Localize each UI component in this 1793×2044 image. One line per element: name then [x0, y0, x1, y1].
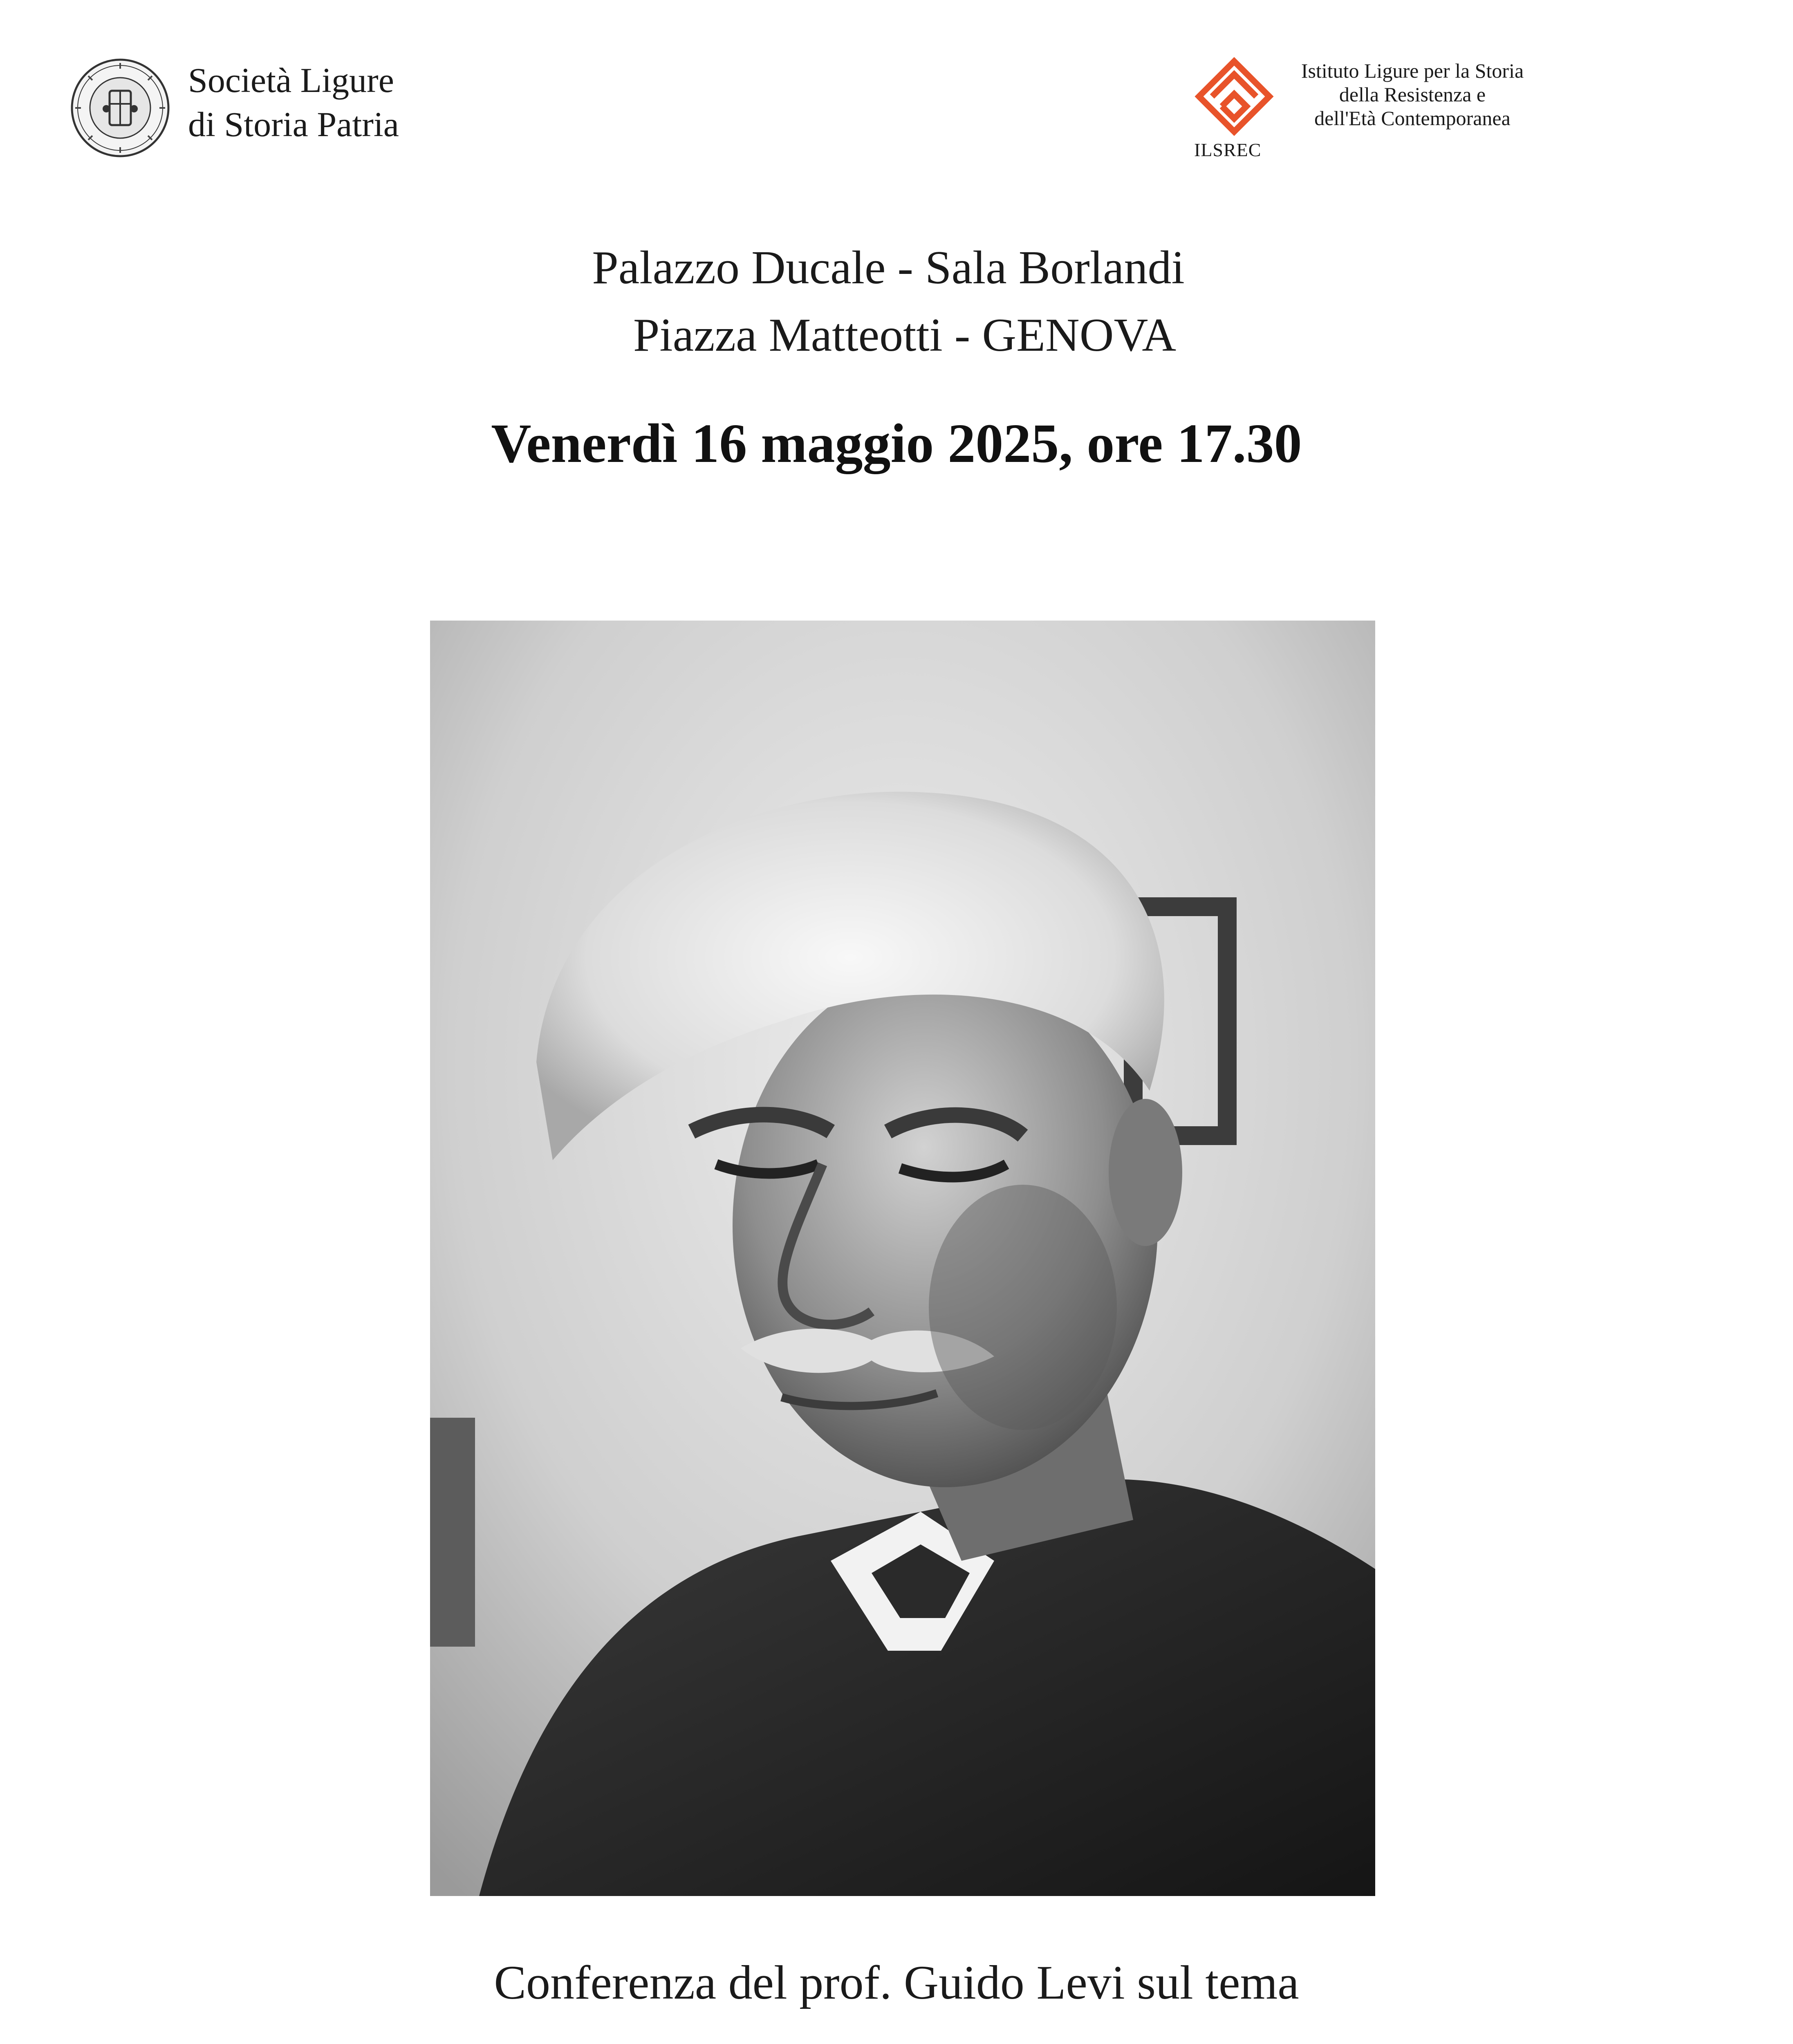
societa-name-line2: di Storia Patria [188, 105, 399, 144]
ilsrec-acronym: ILSREC [1194, 139, 1262, 160]
portrait-illustration [430, 621, 1375, 1896]
societa-seal-icon [70, 58, 170, 158]
event-date: Venerdì 16 maggio 2025, ore 17.30 [491, 413, 1302, 474]
ilsrec-name-line3: dell'Età Contemporanea [1314, 107, 1511, 130]
ilsrec-name-line1: Istituto Ligure per la Storia [1301, 59, 1524, 82]
ilsrec-mark-icon [1193, 57, 1275, 137]
ilsrec-name [1269, 59, 1555, 130]
societa-name [188, 58, 399, 146]
venue-line1: Palazzo Ducale - Sala Borlandi [592, 242, 1185, 294]
societa-ligure-logo [70, 55, 438, 161]
conference-intro: Conferenza del prof. Guido Levi sul tema [494, 1956, 1299, 2009]
societa-name-line1: Società Ligure [188, 61, 394, 100]
portrait-photo [430, 621, 1375, 1896]
ilsrec-name-line2: della Resistenza e [1339, 83, 1486, 106]
ilsrec-logo [1188, 55, 1719, 177]
venue-line2: Piazza Matteotti - GENOVA [633, 309, 1177, 361]
